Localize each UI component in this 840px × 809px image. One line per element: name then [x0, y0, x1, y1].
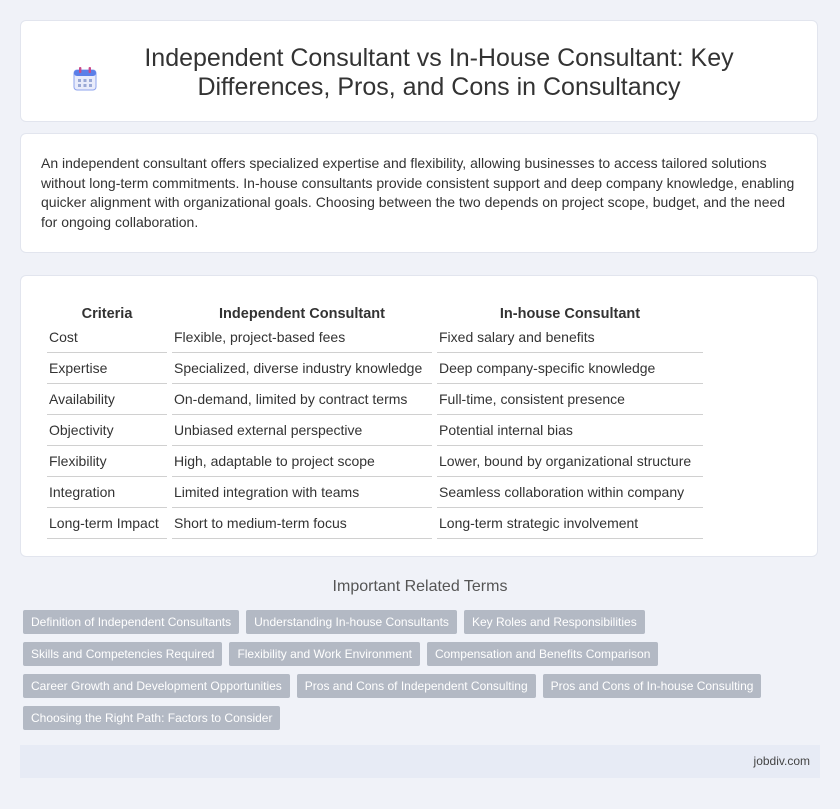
related-terms-tags — [23, 610, 823, 738]
table-row — [47, 415, 703, 446]
comparison-table-card — [20, 275, 818, 557]
table-cell: Lower, bound by organizational structure — [437, 446, 703, 477]
table-row — [47, 477, 703, 508]
table-cell: Flexible, project-based fees — [172, 322, 432, 353]
related-term-tag[interactable]: Career Growth and Development Opportunities — [23, 674, 290, 698]
table-row — [47, 322, 703, 353]
related-term-tag[interactable]: Flexibility and Work Environment — [229, 642, 420, 666]
page-title: Independent Consultant vs In-House Consultant: Key Differences, Pros, and Cons in Consultancy — [144, 44, 734, 101]
table-cell: Cost — [47, 322, 167, 353]
table-cell: Objectivity — [47, 415, 167, 446]
table-cell: Flexibility — [47, 446, 167, 477]
table-header-row — [47, 294, 703, 322]
table-cell: Fixed salary and benefits — [437, 322, 703, 353]
table-cell: Limited integration with teams — [172, 477, 432, 508]
column-header-criteria: Criteria — [81, 306, 133, 322]
related-terms-heading: Important Related Terms — [332, 578, 508, 595]
table-row — [47, 384, 703, 415]
table-cell: Long-term Impact — [47, 508, 167, 539]
table-cell: Short to medium-term focus — [172, 508, 432, 539]
footer — [20, 745, 820, 778]
related-term-tag[interactable]: Choosing the Right Path: Factors to Consider — [23, 706, 280, 730]
table-cell: Deep company-specific knowledge — [437, 353, 703, 384]
title-card — [20, 20, 818, 122]
related-term-tag[interactable]: Definition of Independent Consultants — [23, 610, 239, 634]
table-cell: On-demand, limited by contract terms — [172, 384, 432, 415]
table-cell: Expertise — [47, 353, 167, 384]
table-cell: Full-time, consistent presence — [437, 384, 703, 415]
related-term-tag[interactable]: Pros and Cons of In-house Consulting — [543, 674, 762, 698]
column-header-independent: Independent Consultant — [219, 306, 385, 322]
related-term-tag[interactable]: Pros and Cons of Independent Consulting — [297, 674, 536, 698]
table-cell: Integration — [47, 477, 167, 508]
table-cell: Long-term strategic involvement — [437, 508, 703, 539]
table-row — [47, 446, 703, 477]
table-row — [47, 353, 703, 384]
related-term-tag[interactable]: Key Roles and Responsibilities — [464, 610, 645, 634]
related-term-tag[interactable]: Compensation and Benefits Comparison — [427, 642, 658, 666]
related-term-tag[interactable]: Understanding In-house Consultants — [246, 610, 457, 634]
table-row — [47, 508, 703, 539]
related-term-tag[interactable]: Skills and Competencies Required — [23, 642, 222, 666]
table-cell: Unbiased external perspective — [172, 415, 432, 446]
intro-card — [20, 133, 818, 253]
table-cell: High, adaptable to project scope — [172, 446, 432, 477]
table-cell: Potential internal bias — [437, 415, 703, 446]
table-cell: Availability — [47, 384, 167, 415]
table-cell: Seamless collaboration within company — [437, 477, 703, 508]
table-cell: Specialized, diverse industry knowledge — [172, 353, 432, 384]
comparison-table — [42, 294, 708, 539]
intro-paragraph: An independent consultant offers specialized expertise and flexibility, allowing businesses to access tailored solutions without long-term commitments. In-house consultants provide consistent support and deep company knowledge, enabling quicker alignment with organizational goals. Choosing between the two depends on project scope, budget, and the need for ongoing collaboration. — [41, 155, 795, 230]
site-link[interactable]: jobdiv.com — [753, 754, 810, 768]
column-header-inhouse: In-house Consultant — [499, 306, 641, 322]
